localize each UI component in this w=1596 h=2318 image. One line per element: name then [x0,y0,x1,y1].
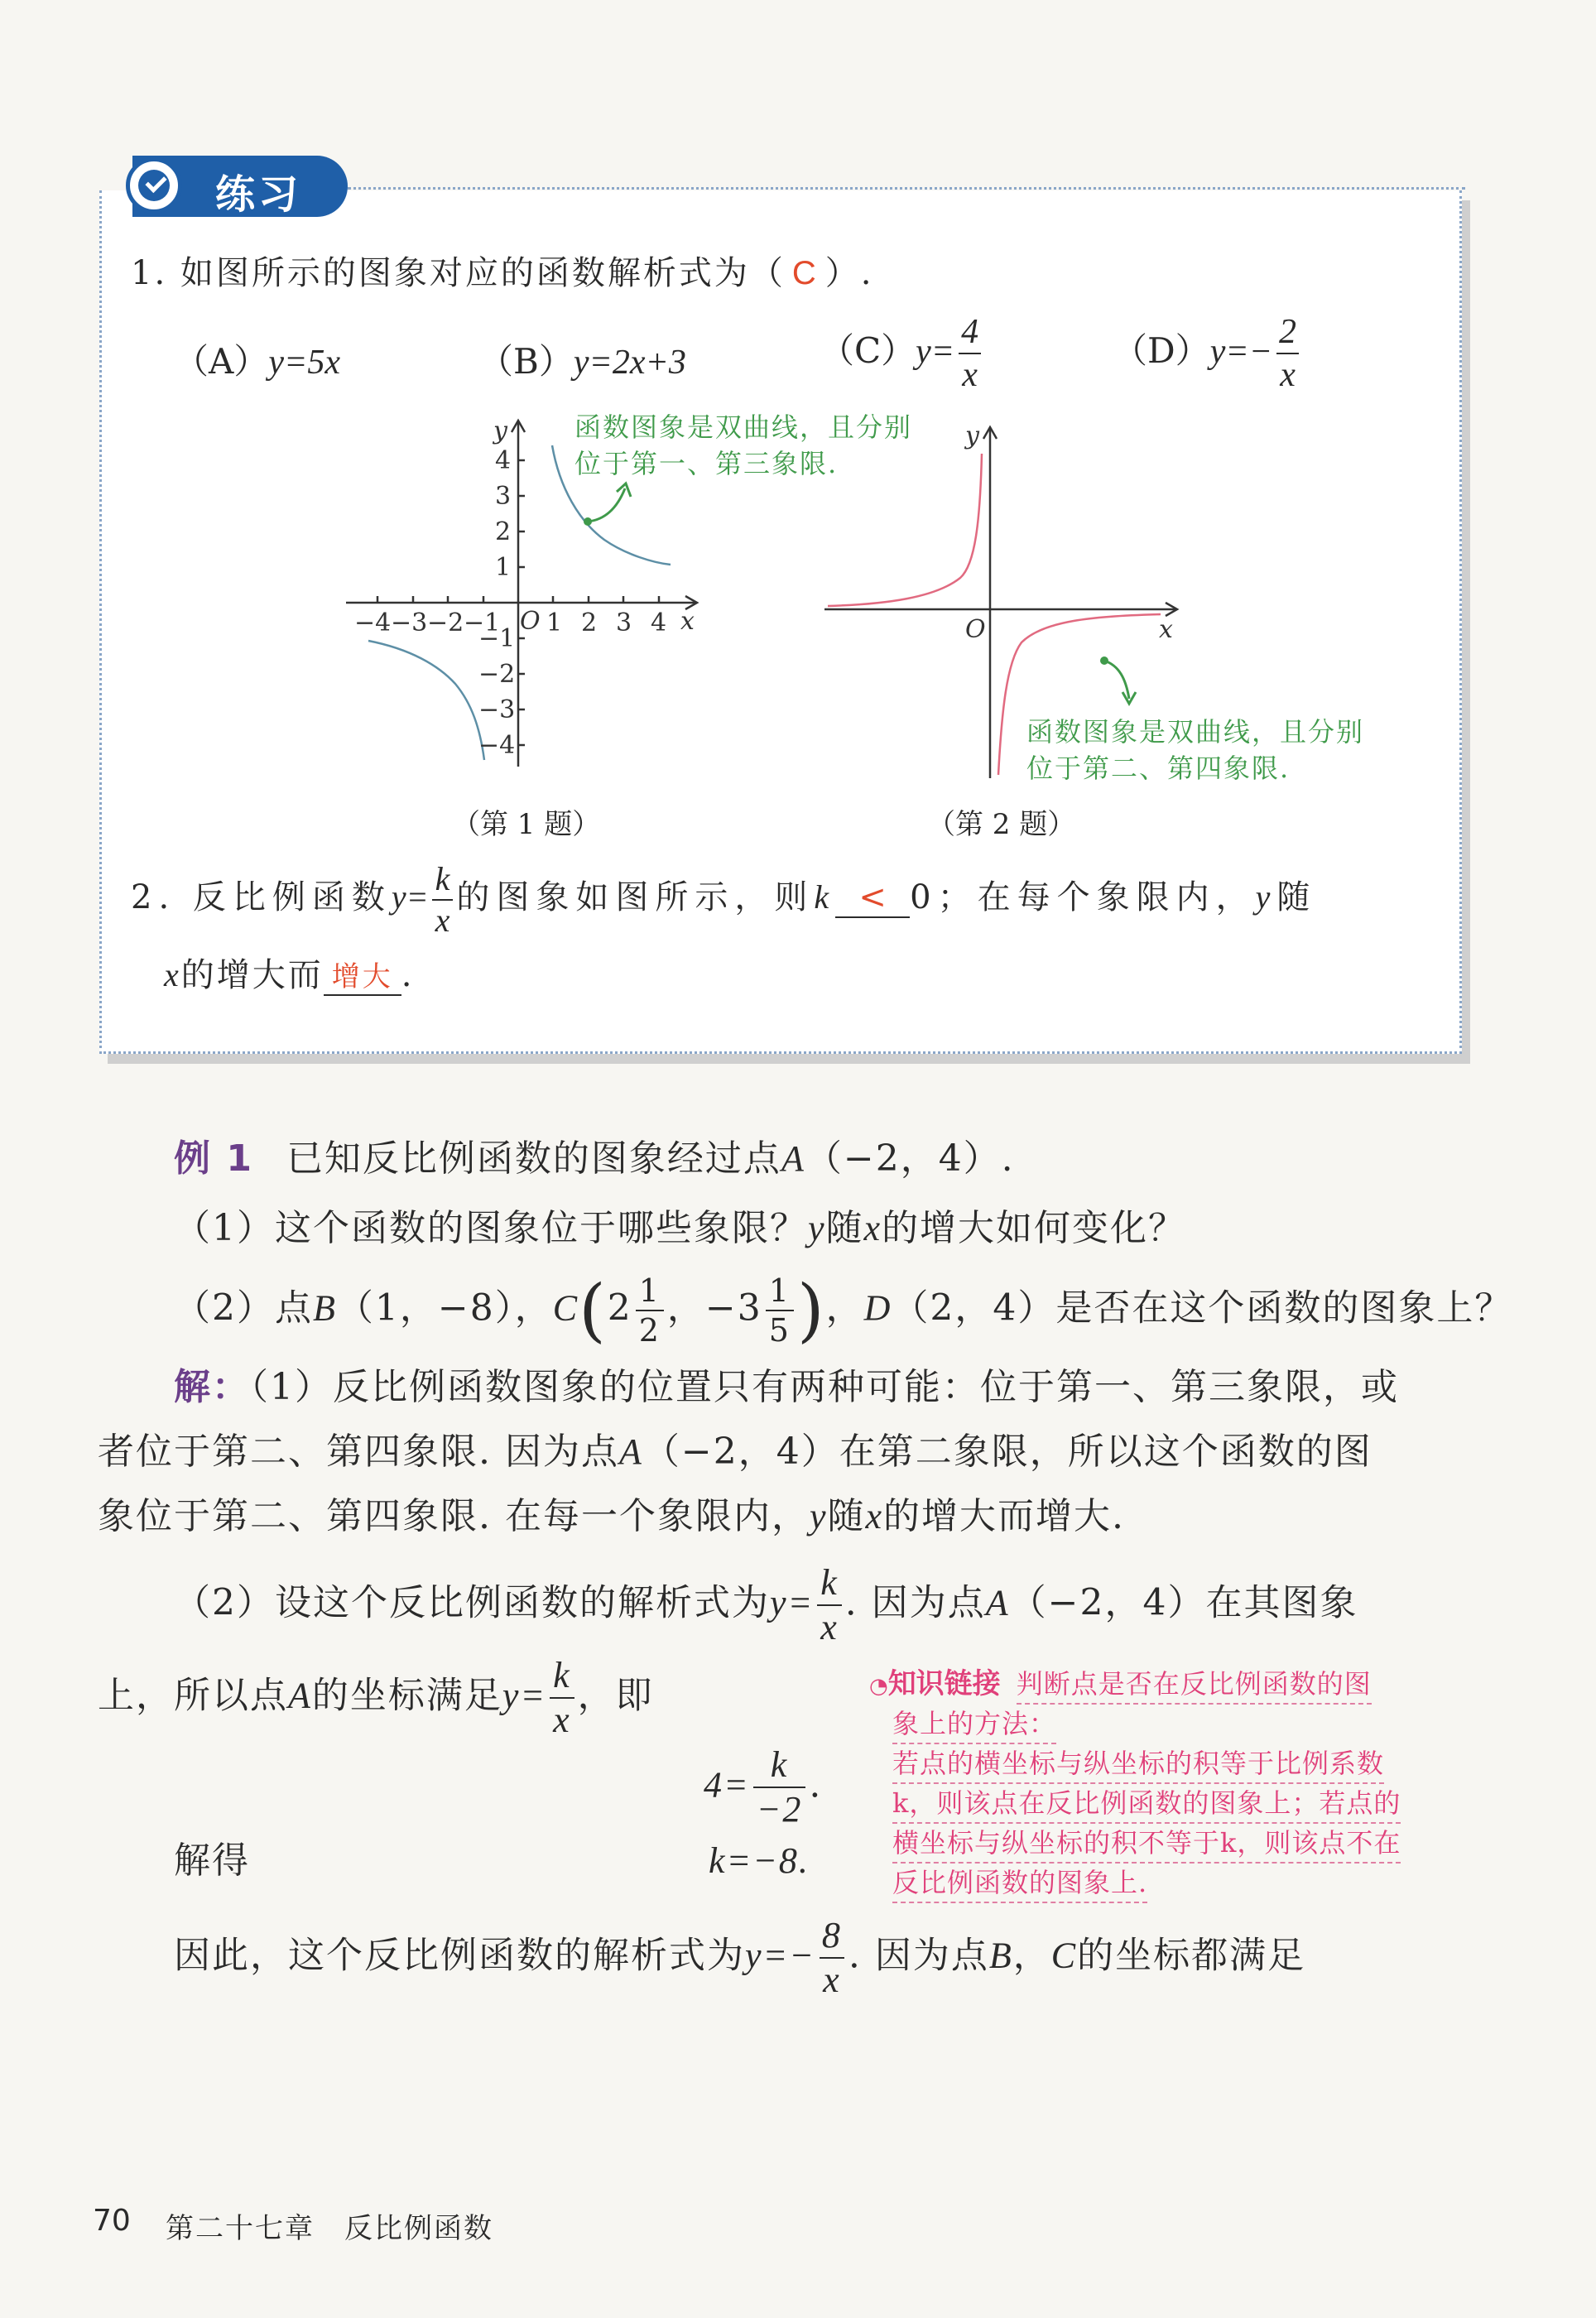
practice-header-dotted-line [348,187,1465,190]
question-2-blank-2: 增大 [324,954,401,996]
figure-1-note: 函数图象是双曲线，且分别 位于第一、第三象限. [574,411,913,479]
svg-text:4: 4 [651,608,667,637]
checkmark-icon [126,157,182,214]
solution-conclusion: 因此，这个反比例函数的解析式为y=− $\frac{8}{x}$ . 因为点B，C的坐标都满足 [174,1915,1306,2000]
svg-text:4: 4 [495,446,512,475]
svg-text:y: y [965,421,979,450]
option-d: （D）y=− $\frac{2}{x}$ [1113,315,1303,392]
solve-label: 解得 [174,1839,250,1882]
solution-label: 解： [174,1366,250,1408]
example-1-part-1: （1）这个函数的图象位于哪些象限？y随x的增大如何变化？ [174,1207,1187,1249]
page-number: 70 [93,2204,131,2238]
svg-text:1: 1 [546,608,563,637]
solution-part-1-line-3: 象位于第二、第四象限. 在每一个象限内，y随x的增大而增大. [98,1495,1126,1537]
svg-text:−1: −1 [464,608,501,637]
knowledge-link: ◔知识链接 判断点是否在反比例函数的图 象上的方法： 若点的横坐标与纵坐标的积等于比例系数 k，则该点在反比例函数的图象上；若点的 横坐标与纵坐标的积不等于k，则该点不在 反比例函数的图象上. [869,1661,1465,1903]
question-1-answer: C [791,255,819,291]
knowledge-link-badge: 知识链接 [887,1667,1001,1700]
figure-2-note: 函数图象是双曲线，且分别 位于第二、第四象限. [1026,716,1365,784]
svg-text:−2: −2 [478,660,516,689]
example-1-statement: 例 1 已知反比例函数的图象经过点A（−2，4）. [174,1137,1015,1180]
svg-text:−3: −3 [391,608,428,637]
svg-text:−2: −2 [427,608,464,637]
curve-q3 [368,641,484,760]
svg-text:−3: −3 [478,695,516,724]
solution-part-1-line-2: 者位于第二、第四象限. 因为点A（−2，4）在第二象限，所以这个函数的图 [98,1431,1372,1473]
question-2: 2. 反比例函数y= $\frac{k}{x}$ 的图象如图所示，则k < 0；在每个象限内，y随 [131,860,1317,939]
equation-2: k=−8. [709,1840,810,1881]
svg-text:−4: −4 [478,731,516,760]
solution-part-2-line-1: （2）设这个反比例函数的解析式为y= $\frac{k}{x}$ . 因为点A（−2，4）在其图象 [174,1562,1358,1647]
svg-text:O: O [965,615,986,644]
practice-tab-label: 练习 [215,171,302,218]
question-2-blank-1: < [835,878,910,918]
equation-1: 4= $\frac{k}{-2}$ . [704,1744,823,1830]
example-1-label: 例 1 [174,1137,253,1180]
figure-2-caption: （第 2 题） [927,808,1076,841]
svg-text:3: 3 [495,482,512,511]
question-1: 1. 如图所示的图象对应的函数解析式为（ C ）. [131,254,874,292]
svg-text:−1: −1 [478,624,516,653]
svg-text:y: y [493,416,507,445]
knowledge-link-icon: ◔ [869,1674,888,1699]
svg-text:3: 3 [616,608,632,637]
svg-text:x: x [1159,615,1173,644]
svg-text:1: 1 [495,553,512,582]
option-a: （A）y=5x [174,341,340,382]
figure-1-caption: （第 1 题） [452,808,601,841]
curve-q2 [828,454,982,606]
example-1-part-2: （2）点B（1，−8），C(2 $\frac{1}{2}$ ，−3 $\frac{1}{5}$ )，D（2，4）是否在这个函数的图象上？ [174,1269,1513,1351]
option-b: （B）y=2x+3 [478,341,686,382]
solution-part-2-line-2: 上，所以点A的坐标满足y= $\frac{k}{x}$ ，即 [98,1655,654,1740]
svg-text:2: 2 [581,608,598,637]
chapter-title: 第二十七章 反比例函数 [166,2212,493,2245]
question-2-line-2: x的增大而 增大 . [164,949,414,996]
svg-text:x: x [680,607,695,636]
svg-text:2: 2 [495,517,512,546]
svg-text:O: O [520,607,541,636]
practice-tab [132,156,348,217]
option-c: （C）y= $\frac{4}{x}$ [820,315,985,392]
solution-part-1-line-1: 解：（1）反比例函数图象的位置只有两种可能：位于第一、第三象限，或 [174,1366,1399,1408]
svg-text:−4: −4 [354,608,392,637]
